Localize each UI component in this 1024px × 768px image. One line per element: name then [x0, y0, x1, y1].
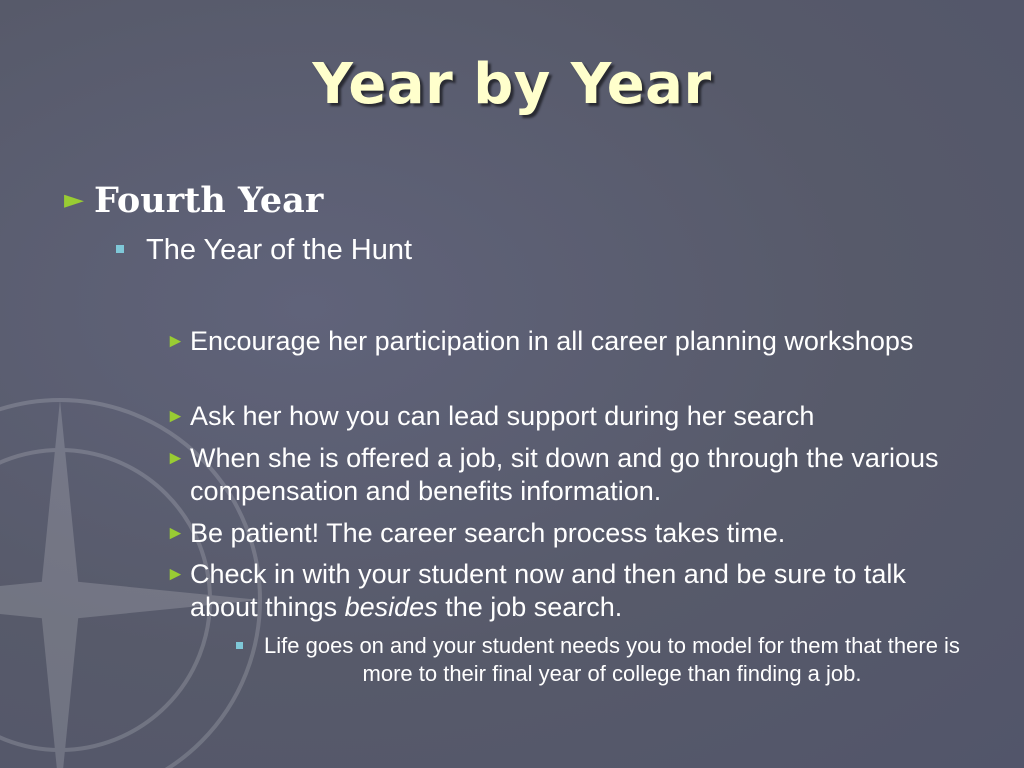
- level2-item: [116, 234, 412, 267]
- list-item: [166, 442, 976, 508]
- sub-list-item: [236, 632, 966, 688]
- list-item-text: Be patient! The career search process takes time.: [190, 518, 786, 548]
- arrow-bullet-icon: ►: [166, 448, 185, 469]
- list-item-text-before: Check in with your student now and then and be sure to talk about things: [190, 559, 906, 622]
- sub-list-item-text: Life goes on and your student needs you to model for them that there is more to their final year of college than finding a job.: [264, 633, 960, 686]
- list-item: [166, 325, 976, 358]
- arrow-bullet-icon: ►: [166, 564, 185, 585]
- arrow-bullet-icon: ►: [166, 523, 185, 544]
- list-item-text: Encourage her participation in all career planning workshops: [190, 326, 914, 356]
- list-item-text-after: the job search.: [437, 592, 623, 622]
- list-item-text: [190, 558, 976, 624]
- list-item-emphasis: besides: [344, 592, 438, 622]
- level1-item: [64, 180, 323, 221]
- level1-label: Fourth Year: [94, 180, 324, 221]
- list-item: [166, 517, 976, 550]
- slide-title: Year by Year: [312, 52, 712, 117]
- level2-label: The Year of the Hunt: [146, 234, 413, 266]
- arrow-bullet-icon: ►: [166, 331, 185, 352]
- arrow-bullet-icon: ►: [166, 406, 185, 427]
- list-item-text: Ask her how you can lead support during her search: [190, 401, 815, 431]
- list-item: [166, 400, 976, 433]
- list-item: [166, 558, 976, 624]
- square-bullet-icon: [116, 245, 124, 253]
- list-item-text: When she is offered a job, sit down and go through the various compensation and benefits information.: [190, 443, 939, 506]
- arrow-bullet-icon: ►: [64, 185, 84, 215]
- square-bullet-icon: [236, 632, 258, 688]
